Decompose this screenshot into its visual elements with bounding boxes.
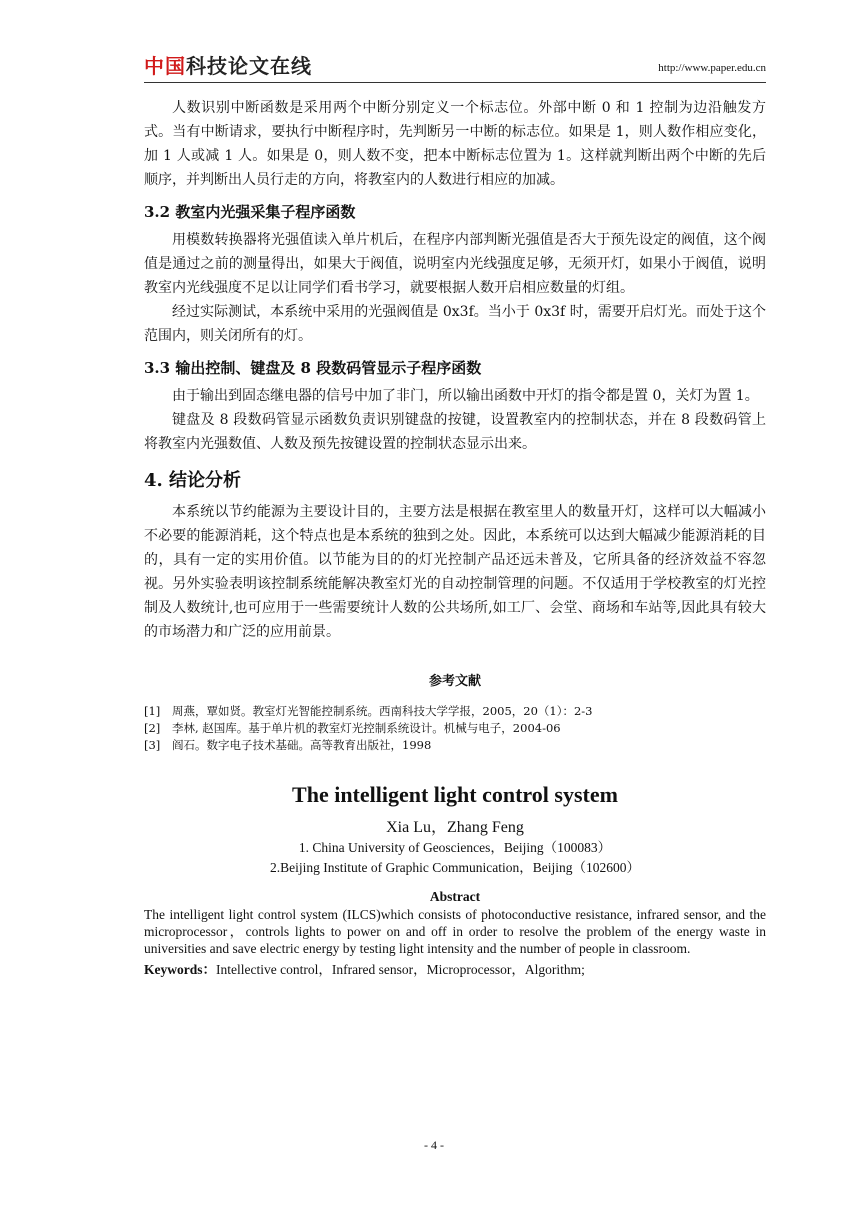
section-3-2-paragraph-1: 用模数转换器将光强值读入单片机后，在程序内部判断光强值是否大于预先设定的阀值，这个阀值是通过之前的测量得出，如果大于阀值，说明室内光线强度足够，无须开灯，如果小于阀值，说明教室内光线强度不足以让同学们看书学习，就要根据人数开启相应数量的灯组。	[144, 232, 766, 296]
header-url: http://www.paper.edu.cn	[658, 62, 766, 74]
reference-number: [2]	[144, 721, 161, 735]
logo-text: 科技论文在线	[186, 54, 312, 78]
reference-item	[144, 703, 766, 720]
abstract-text: The intelligent light control system (ILCS)which consists of photoconductive resistance, infrared sensor, and the microprocessor，controls lights to power on and off in order to resolve the problem of the energy waste in universities and save electric energy by testing light intensity and the number of people in classroom.	[144, 907, 766, 956]
section-3-3-paragraph-2: 键盘及 8 段数码管显示函数负责识别键盘的按键，设置教室内的控制状态，并在 8 段数码管上将教室内光强数值、人数及预先按键设置的控制状态显示出来。	[144, 412, 766, 452]
section-4-paragraph: 本系统以节约能源为主要设计目的，主要方法是根据在教室里人的数量开灯，这样可以大幅减小不必要的能源消耗，这个特点也是本系统的独到之处。因此，本系统可以达到大幅减少能源消耗的目的，具有一定的实用价值。以节能为目的的灯光控制产品还远未普及，它所具备的经济效益不容忽视。另外实验表明该控制系统能解决教室灯光的自动控制管理的问题。不仅适用于学校教室的灯光控制及人数统计,也可应用于一些需要统计人数的公共场所,如工厂、会堂、商场和车站等,因此具有较大的市场潜力和广泛的应用前景。	[144, 504, 766, 640]
reference-text: 阎石。数字电子技术基础。高等教育出版社，1998	[172, 738, 432, 752]
keywords-line	[144, 961, 766, 979]
site-logo	[144, 52, 312, 80]
keywords-text: Intellective control，Infrared sensor，Microprocessor，Algorithm;	[216, 962, 585, 977]
reference-item	[144, 720, 766, 737]
section-3-2-title: 3.2 教室内光强采集子程序函数	[144, 203, 356, 221]
intro-paragraph: 人数识别中断函数是采用两个中断分别定义一个标志位。外部中断 0 和 1 控制为边沿触发方式。当有中断请求，要执行中断程序时，先判断另一中断的标志位。如果是 1，则人数作相应变化，加 1 人或减 1 人。如果是 0，则人数不变，把本中断标志位置为 1。这样就判断出两个中断的先后顺序，并判断出人员行走的方向，将教室内的人数进行相应的加减。	[144, 100, 766, 188]
references-list	[144, 703, 766, 754]
section-4-title: 4. 结论分析	[144, 470, 242, 491]
reference-number: [3]	[144, 738, 161, 752]
affiliation-1: 1. China University of Geosciences，Beijing（100083）	[298, 840, 612, 855]
section-3-3-title: 3.3 输出控制、键盘及 8 段数码管显示子程序函数	[144, 359, 482, 377]
page-header	[144, 52, 766, 83]
reference-text: 李林, 赵国库。基于单片机的教室灯光控制系统设计。机械与电子，2004-06	[172, 721, 561, 735]
reference-item	[144, 737, 766, 754]
abstract-title: Abstract	[429, 889, 481, 904]
page-number: - 4 -	[424, 1138, 444, 1152]
section-3-3-paragraph-1: 由于输出到固态继电器的信号中加了非门，所以输出函数中开灯的指令都是置 0，关灯为置 1。	[172, 388, 759, 404]
reference-number: [1]	[144, 704, 161, 718]
reference-text: 周燕，覃如贤。教室灯光智能控制系统。西南科技大学学报，2005，20（1）：2-3	[172, 704, 593, 718]
keywords-label: Keywords：	[144, 962, 216, 977]
section-3-2-paragraph-2: 经过实际测试，本系统中采用的光强阀值是 0x3f。当小于 0x3f 时，需要开启灯光。而处于这个范围内，则关闭所有的灯。	[144, 304, 766, 344]
logo-red-text: 中国	[144, 54, 186, 78]
references-title: 参考文献	[428, 674, 481, 689]
english-authors: Xia Lu，Zhang Feng	[386, 819, 524, 836]
paper-body	[144, 96, 766, 979]
affiliation-2: 2.Beijing Institute of Graphic Communication，Beijing（102600）	[269, 860, 641, 875]
english-title: The intelligent light control system	[292, 782, 618, 807]
